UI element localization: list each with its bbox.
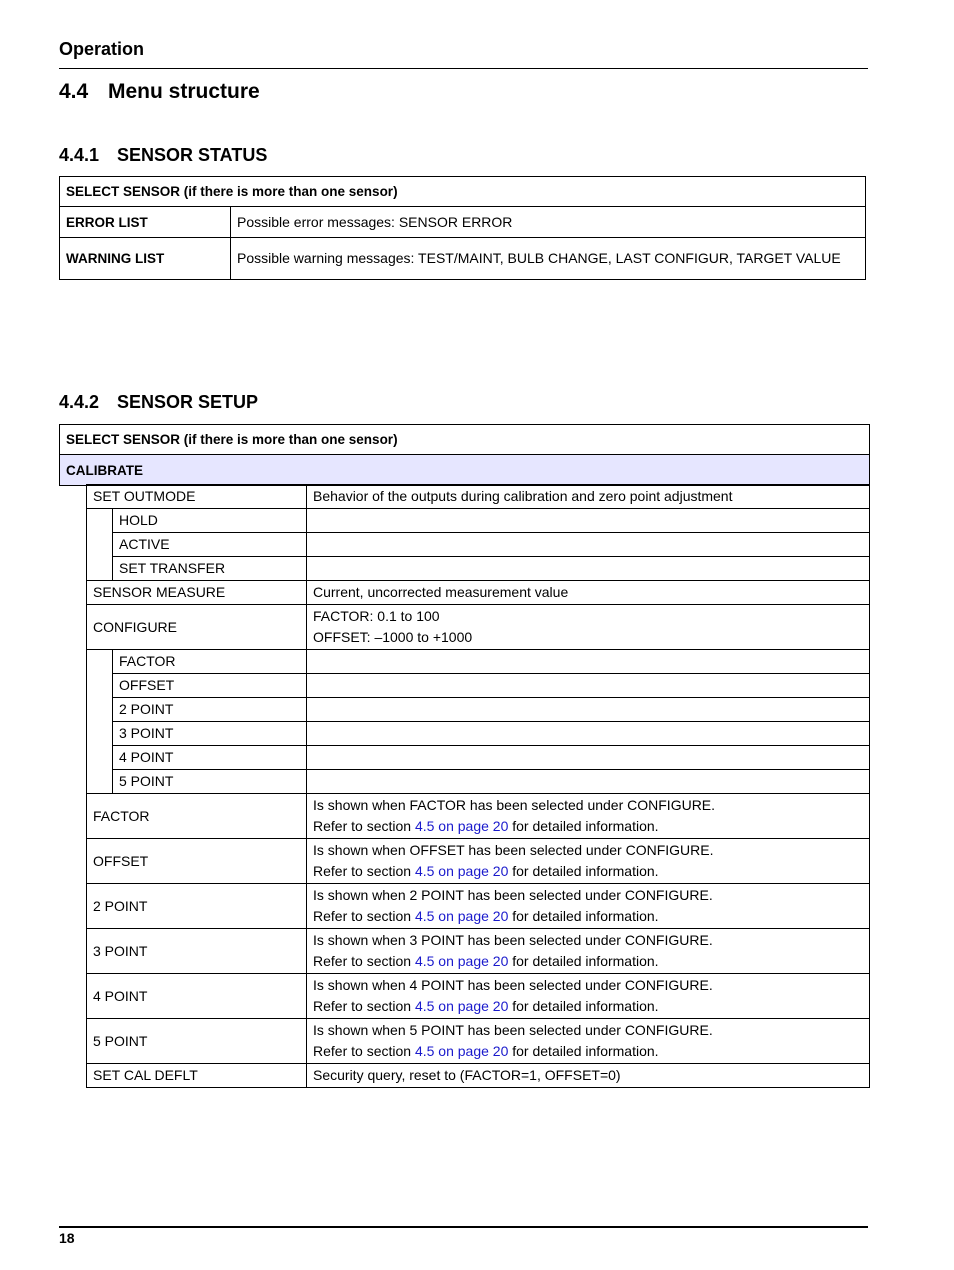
- header-section-title: Operation: [59, 39, 145, 59]
- header-divider: [59, 68, 868, 69]
- menu-item-description: Possible warning messages: TEST/MAINT, BULB CHANGE, LAST CONFIGUR, TARGET VALUE: [231, 238, 866, 280]
- table-row: [87, 884, 870, 929]
- submenu-option: HOLD: [113, 509, 307, 533]
- table-row: [87, 533, 870, 557]
- menu-item-description: Possible error messages: SENSOR ERROR: [231, 207, 866, 238]
- table-row: [60, 455, 870, 486]
- submenu-option: SET TRANSFER: [113, 557, 307, 581]
- footer-divider: [59, 1226, 868, 1228]
- menu-item-label: SENSOR MEASURE: [87, 581, 307, 605]
- section-link[interactable]: 4.5 on page 20: [414, 1043, 509, 1059]
- menu-item-label: OFFSET: [87, 839, 307, 884]
- menu-item-description: Is shown when 3 POINT has been selected under CONFIGURE. Refer to section 4.5 on page 20 for detailed information.: [307, 929, 870, 974]
- table-row: [60, 238, 866, 280]
- select-sensor-row: SELECT SENSOR (if there is more than one sensor): [60, 425, 870, 455]
- submenu-option: FACTOR: [113, 650, 307, 674]
- table-row: [87, 557, 870, 581]
- select-sensor-row: SELECT SENSOR (if there is more than one sensor): [60, 177, 866, 207]
- table-row: [60, 177, 866, 207]
- section-link[interactable]: 4.5 on page 20: [414, 818, 509, 834]
- calibrate-menu-table: [86, 484, 870, 794]
- menu-item-label: 2 POINT: [87, 884, 307, 929]
- table-row: [87, 974, 870, 1019]
- table-row: [87, 674, 870, 698]
- table-row: [87, 770, 870, 794]
- table-row: [60, 425, 870, 455]
- menu-item-description: Is shown when 2 POINT has been selected under CONFIGURE. Refer to section 4.5 on page 20 for detailed information.: [307, 884, 870, 929]
- table-row: [87, 839, 870, 884]
- menu-item-label: CONFIGURE: [87, 605, 307, 650]
- menu-item-label: 5 POINT: [87, 1019, 307, 1064]
- menu-item-label: SET CAL DEFLT: [87, 1064, 307, 1088]
- table-row: [87, 722, 870, 746]
- table-row: [60, 207, 866, 238]
- menu-item-description: Is shown when 4 POINT has been selected under CONFIGURE. Refer to section 4.5 on page 20 for detailed information.: [307, 974, 870, 1019]
- section-link[interactable]: 4.5 on page 20: [414, 863, 509, 879]
- table-row: [87, 509, 870, 533]
- sensor-setup-header-table: [59, 424, 870, 486]
- menu-item-label: 3 POINT: [87, 929, 307, 974]
- subsection-heading-sensor-setup: 4.4.2 SENSOR SETUP: [59, 392, 259, 412]
- menu-item-label: 4 POINT: [87, 974, 307, 1019]
- section-number: 4.4: [59, 80, 89, 103]
- section-link[interactable]: 4.5 on page 20: [414, 998, 509, 1014]
- menu-item-description: Security query, reset to (FACTOR=1, OFFSET=0): [307, 1064, 870, 1088]
- menu-item-label: ERROR LIST: [60, 207, 231, 238]
- table-row: [87, 698, 870, 722]
- table-row: [87, 929, 870, 974]
- table-row: [87, 650, 870, 674]
- menu-item-label: FACTOR: [87, 794, 307, 839]
- table-row: [87, 794, 870, 839]
- sensor-status-table: [59, 176, 866, 280]
- submenu-option: 4 POINT: [113, 746, 307, 770]
- table-row: [87, 485, 870, 509]
- menu-item-label: SET OUTMODE: [87, 485, 307, 509]
- menu-item-description: FACTOR: 0.1 to 100 OFFSET: –1000 to +1000: [307, 605, 870, 650]
- submenu-option: 3 POINT: [113, 722, 307, 746]
- menu-item-description: Is shown when 5 POINT has been selected under CONFIGURE. Refer to section 4.5 on page 20 for detailed information.: [307, 1019, 870, 1064]
- table-row: [87, 1064, 870, 1088]
- submenu-option: 2 POINT: [113, 698, 307, 722]
- menu-item-description: Current, uncorrected measurement value: [307, 581, 870, 605]
- table-row: [87, 746, 870, 770]
- calibrate-row: CALIBRATE: [60, 455, 870, 486]
- section-link[interactable]: 4.5 on page 20: [414, 908, 509, 924]
- table-row: [87, 605, 870, 650]
- menu-item-description: Is shown when FACTOR has been selected under CONFIGURE. Refer to section 4.5 on page 20 for detailed information.: [307, 794, 870, 839]
- calibration-mode-table: [86, 793, 870, 1088]
- section-title: Menu structure: [108, 80, 260, 103]
- table-row: [87, 581, 870, 605]
- submenu-option: OFFSET: [113, 674, 307, 698]
- menu-item-description: Behavior of the outputs during calibration and zero point adjustment: [307, 485, 870, 509]
- submenu-option: 5 POINT: [113, 770, 307, 794]
- subsection-heading-sensor-status: 4.4.1 SENSOR STATUS: [59, 145, 268, 165]
- menu-item-description: Is shown when OFFSET has been selected under CONFIGURE. Refer to section 4.5 on page 20 for detailed information.: [307, 839, 870, 884]
- section-heading: [59, 80, 260, 104]
- section-link[interactable]: 4.5 on page 20: [414, 953, 509, 969]
- page-number: 18: [59, 1230, 75, 1246]
- table-row: [87, 1019, 870, 1064]
- menu-item-label: WARNING LIST: [60, 238, 231, 280]
- submenu-option: ACTIVE: [113, 533, 307, 557]
